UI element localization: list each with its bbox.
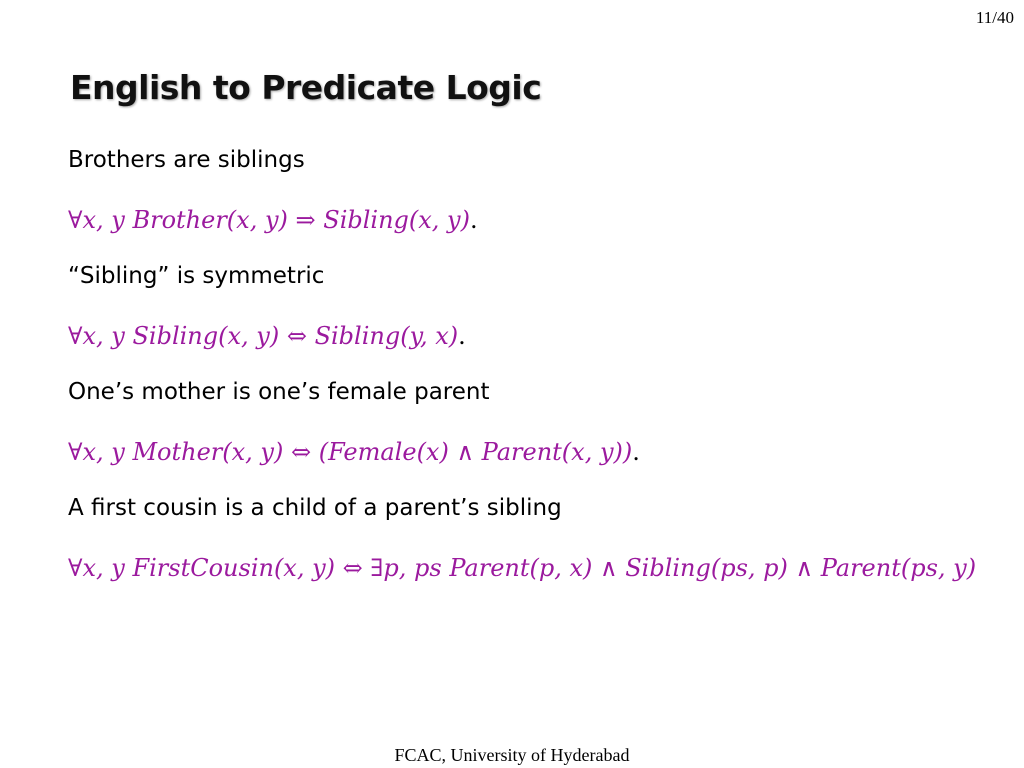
formula-sibling-symmetric-text: ∀x, y Sibling(x, y) ⇔ Sibling(y, x) (68, 322, 459, 350)
statement-brothers: Brothers are siblings (68, 147, 305, 173)
formula-first-cousin (68, 551, 988, 585)
formula-brothers (68, 203, 988, 237)
formula-mother (68, 435, 988, 469)
footer: FCAC, University of Hyderabad (394, 745, 630, 765)
slide-content (68, 145, 988, 609)
statement-first-cousin: A first cousin is a child of a parent’s sibling (68, 495, 562, 521)
slide-title: English to Predicate Logic (70, 68, 542, 107)
formula-mother-period: . (632, 438, 640, 466)
statement-mother: One’s mother is one’s female parent (68, 379, 490, 405)
formula-mother-text: ∀x, y Mother(x, y) ⇔ (Female(x) ∧ Parent(x, y)) (68, 438, 633, 466)
formula-brothers-text: ∀x, y Brother(x, y) ⇒ Sibling(x, y) (68, 206, 470, 234)
formula-first-cousin-text: ∀x, y FirstCousin(x, y) ⇔ ∃p, ps Parent(p, x) ∧ Sibling(ps, p) ∧ Parent(ps, y) (68, 554, 977, 582)
formula-sibling-symmetric (68, 319, 988, 353)
statement-sibling-symmetric: “Sibling” is symmetric (68, 263, 325, 289)
page-number: 11/40 (975, 8, 1014, 27)
formula-sibling-symmetric-period: . (458, 322, 466, 350)
formula-brothers-period: . (469, 206, 478, 234)
